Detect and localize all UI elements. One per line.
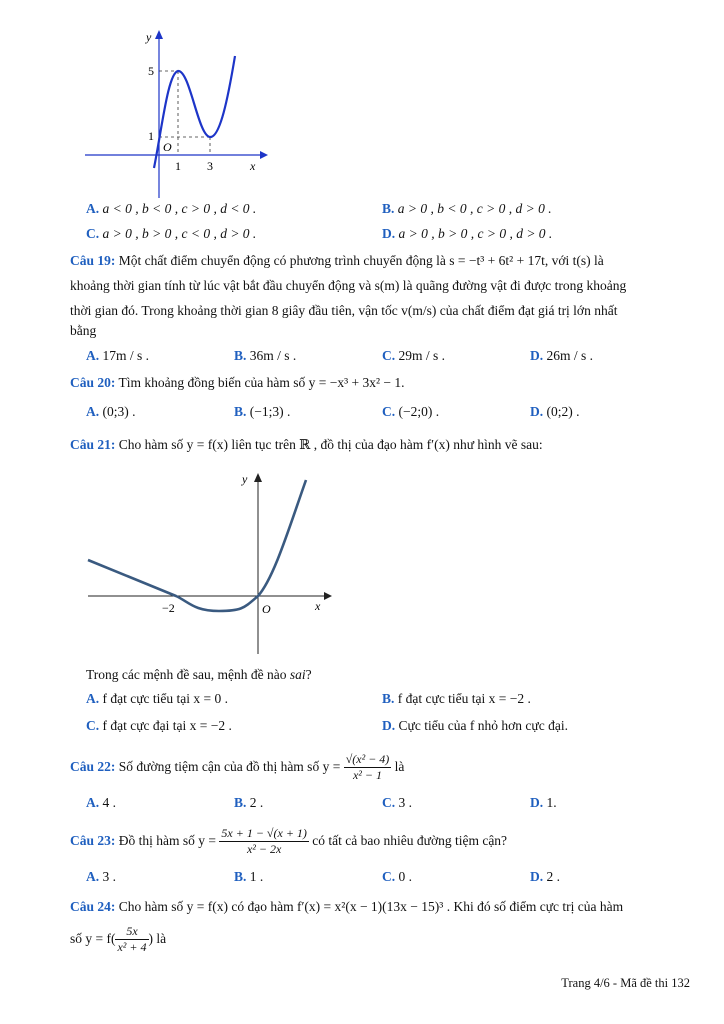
q24-stem-line1: Câu 24: Cho hàm số y = f(x) có đạo hàm f′(x) = x²(x − 1)(13x − 15)³ . Khi đó số điểm cực trị của hàm <box>70 899 624 914</box>
q21-prompt: Trong các mệnh đề sau, mệnh đề nào sai? <box>86 667 312 682</box>
graph1-origin: O <box>163 140 172 154</box>
q21-option-c[interactable]: C. f đạt cực đại tại x = −2 . <box>86 718 232 733</box>
graph-derivative <box>84 468 340 658</box>
q22-option-c[interactable]: C. 3 . <box>382 795 412 810</box>
q23-option-a[interactable]: A. 3 . <box>86 869 116 884</box>
graph2-y-label: y <box>242 472 248 486</box>
q22-fraction: $\frac{\text{√(x² − 4)}}{\text{x² − 1}}$ <box>345 751 390 782</box>
q24-fraction: $\frac{5x}{\text{x² + 4}}$ <box>117 923 147 954</box>
q19-option-a[interactable]: A. 17m / s . <box>86 348 150 363</box>
q23-option-d[interactable]: D. 2 . <box>530 869 560 884</box>
q19-stem-line4: bằng <box>70 323 97 338</box>
q22-option-d[interactable]: D. 1. <box>530 795 557 810</box>
q21-option-b[interactable]: B. f đạt cực tiểu tại x = −2 . <box>382 691 531 706</box>
q18-option-b[interactable]: B. a > 0 , b < 0 , c > 0 , d > 0 . <box>382 201 552 216</box>
q22-stem: Câu 22: Số đường tiệm cận của đồ thị hàm số y = $\frac{\text{√(x² − 4)}}{\text{x² − 1}}$ là <box>70 751 405 782</box>
graph1-x-label: x <box>250 159 256 173</box>
q24-stem-line2: số y = f( $\frac{5x}{\text{x² + 4}}$ ) là <box>70 923 167 954</box>
graph-cubic <box>80 28 280 203</box>
q20-option-d[interactable]: D. (0;2) . <box>530 404 580 419</box>
q22-option-a[interactable]: A. 4 . <box>86 795 116 810</box>
q19-stem-line1: Câu 19: Một chất điểm chuyển động có phương trình chuyển động là s = −t³ + 6t² + 17t, với t(s) là <box>70 253 604 268</box>
q19-stem-line2: khoảng thời gian tính từ lúc vật bắt đầu chuyển động và s(m) là quãng đường vật đi được trong khoảng <box>70 278 627 293</box>
q19-option-b[interactable]: B. 36m / s . <box>234 348 297 363</box>
q23-option-c[interactable]: C. 0 . <box>382 869 412 884</box>
graph1-tick-y1: 1 <box>148 129 154 143</box>
q21-option-a[interactable]: A. f đạt cực tiểu tại x = 0 . <box>86 691 229 706</box>
q18-option-d[interactable]: D. a > 0 , b > 0 , c > 0 , d > 0 . <box>382 226 553 241</box>
q18-option-a[interactable]: A. a < 0 , b < 0 , c > 0 , d < 0 . <box>86 201 257 216</box>
q19-option-d[interactable]: D. 26m / s . <box>530 348 594 363</box>
graph2-origin: O <box>262 602 271 616</box>
graph1-tick-y5: 5 <box>148 64 154 78</box>
q19-stem-line3: thời gian đó. Trong khoảng thời gian 8 giây đầu tiên, vận tốc v(m/s) của chất điểm đạt giá trị lớn nhất <box>70 303 618 318</box>
q20-option-c[interactable]: C. (−2;0) . <box>382 404 440 419</box>
q20-option-a[interactable]: A. (0;3) . <box>86 404 136 419</box>
q20-option-b[interactable]: B. (−1;3) . <box>234 404 291 419</box>
q23-fraction: $\frac{5x + 1 - √(x + 1)}{\text{x² − 2x}}$ <box>221 825 307 856</box>
q23-stem: Câu 23: Đồ thị hàm số y = $\frac{5x + 1 - √(x + 1)}{\text{x² − 2x}}$ có tất cả bao nhiêu đường tiệm cận? <box>70 825 508 856</box>
q23-option-b[interactable]: B. 1 . <box>234 869 264 884</box>
graph2-x-label: x <box>315 599 321 613</box>
graph1-y-label: y <box>146 30 152 44</box>
q18-option-c[interactable]: C. a > 0 , b > 0 , c < 0 , d > 0 . <box>86 226 257 241</box>
q21-option-d[interactable]: D. Cực tiểu của f nhỏ hơn cực đại. <box>382 718 568 733</box>
q22-option-b[interactable]: B. 2 . <box>234 795 264 810</box>
graph1-tick-x1: 1 <box>175 159 181 173</box>
page-footer: Trang 4/6 - Mã đề thi 132 <box>561 976 690 990</box>
graph1-tick-x3: 3 <box>207 159 213 173</box>
q20-stem: Câu 20: Tìm khoảng đồng biến của hàm số y = −x³ + 3x² − 1. <box>70 375 405 390</box>
graph2-tick: −2 <box>162 601 175 615</box>
q19-option-c[interactable]: C. 29m / s . <box>382 348 446 363</box>
q21-stem: Câu 21: Cho hàm số y = f(x) liên tục trên ℝ , đồ thị của đạo hàm f′(x) như hình vẽ sau: <box>70 437 543 452</box>
